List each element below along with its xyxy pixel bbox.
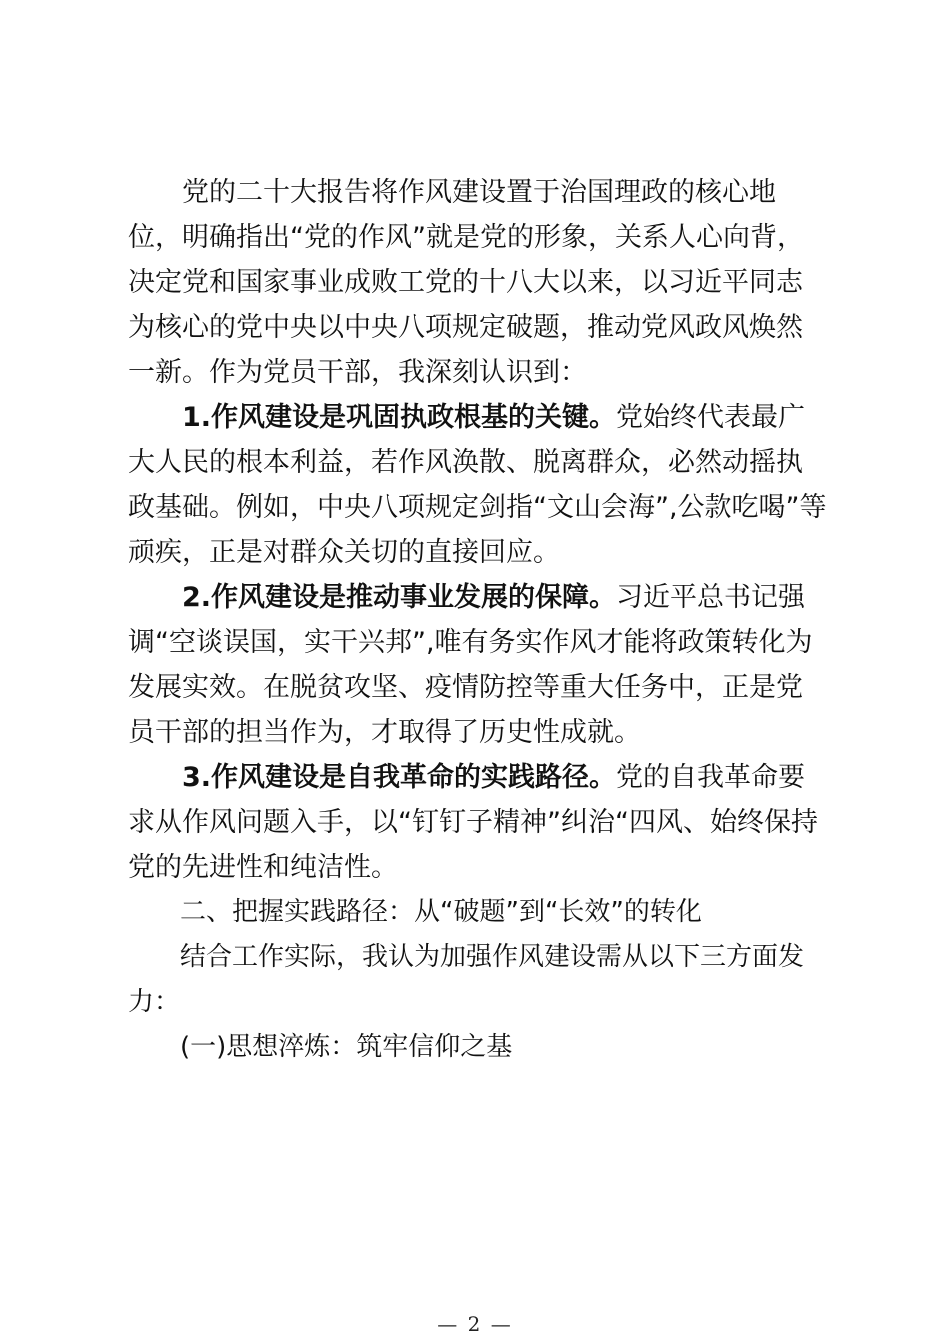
point-3-paragraph (128, 755, 828, 890)
section-two-intro: 结合工作实际，我认为加强作风建设需从以下三方面发力： (128, 942, 805, 1017)
point-1-body: 党始终代表最广大人民的根本利益，若作风涣散、脱离群众，必然动摇执政基础。例如，中央八项规定剑指“文山会海”,公款吃喝”等顽疾，正是对群众关切的直接回应。 (128, 402, 827, 568)
intro-paragraph: 党的二十大报告将作风建设置于治国理政的核心地位，明确指出“党的作风”就是党的形象，关系人心向背，决定党和国家事业成败工党的十八大以来，以习近平同志为核心的党中央以中央八项规定破题，推动党风政风焕然一新。作为党员干部，我深刻认识到： (128, 177, 804, 388)
point-3-heading: 3.作风建设是自我革命的实践路径。 (182, 762, 617, 793)
point-2-body: 习近平总书记强调“空谈误国，实干兴邦”,唯有务实作风才能将政策转化为发展实效。在脱贫攻坚、疫情防控等重大任务中，正是党员干部的担当作为，才取得了历史性成就。 (128, 582, 813, 748)
document-body (128, 170, 828, 1070)
point-3-body: 党的自我革命要求从作风问题入手，以“钉钉子精神”纠治“四风、始终保持党的先进性和纯洁性。 (128, 762, 818, 883)
point-1-paragraph (128, 395, 828, 575)
point-2-heading: 2.作风建设是推动事业发展的保障。 (182, 582, 617, 613)
section-two-title: 二、把握实践路径：从“破题”到“长效”的转化 (180, 897, 702, 927)
point-2-paragraph (128, 575, 828, 755)
point-1-heading: 1.作风建设是巩固执政根基的关键。 (182, 402, 617, 433)
page-number: — 2 — (437, 1312, 513, 1336)
subsection-one-title: (一)思想淬炼：筑牢信仰之基 (180, 1032, 513, 1062)
